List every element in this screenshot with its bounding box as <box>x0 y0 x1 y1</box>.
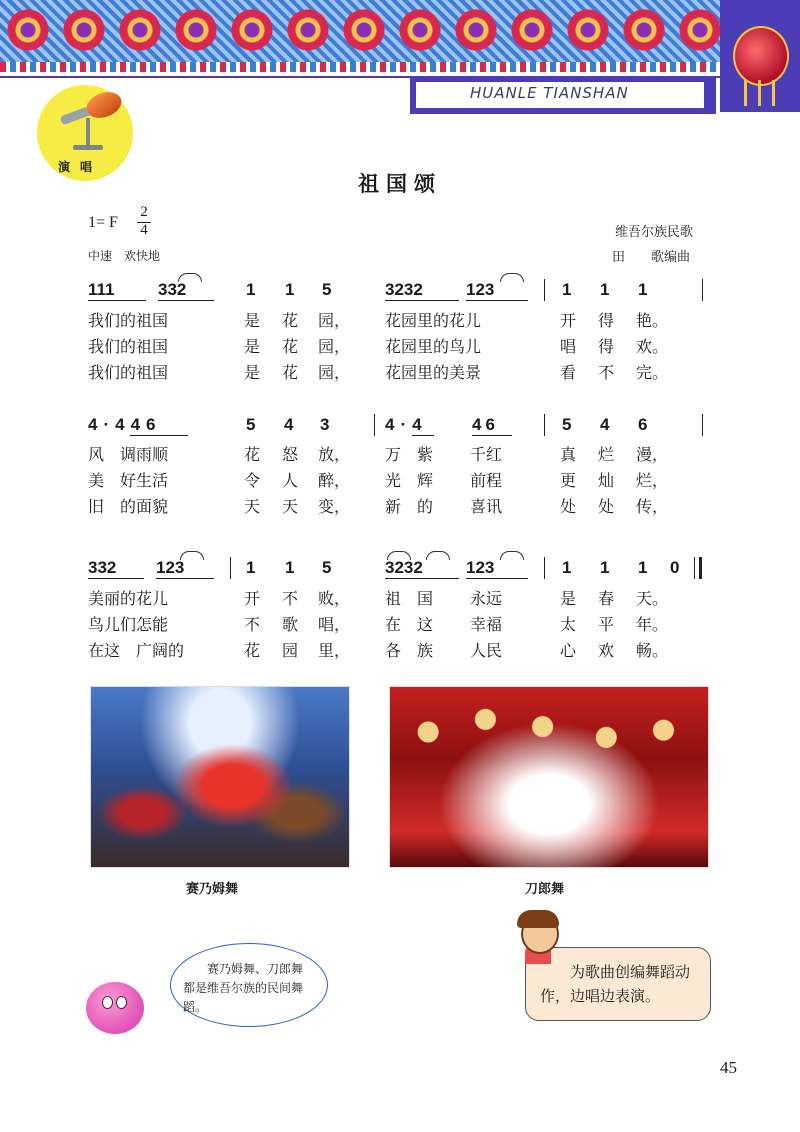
lyric: 喜讯 <box>470 497 503 516</box>
note-group: 5 <box>322 558 332 577</box>
lyric: 在 这 <box>385 615 434 634</box>
ornament-icon <box>733 26 789 86</box>
lyric: 花园里的花儿 <box>385 311 482 330</box>
beam-line <box>88 300 146 301</box>
beam-line <box>88 578 144 579</box>
lyric: 我们的祖国 <box>88 311 169 330</box>
note-group: 3 <box>320 415 330 434</box>
page-number: 45 <box>720 1058 737 1077</box>
lyric: 不 <box>282 589 299 608</box>
banner-border <box>0 62 720 72</box>
lyric: 千红 <box>470 445 503 464</box>
lyric: 漫， <box>636 445 669 464</box>
lyric: 更 <box>560 471 577 490</box>
lyric: 太 <box>560 615 577 634</box>
photo-caption: 刀郎舞 <box>525 882 565 897</box>
bar-line <box>544 557 545 579</box>
lyric: 年。 <box>636 615 669 634</box>
bar-line <box>544 279 545 301</box>
lyric: 花园里的鸟儿 <box>385 337 482 356</box>
microphone-icon <box>86 118 90 146</box>
tie-mark <box>500 273 524 282</box>
tie-mark <box>180 551 204 560</box>
lyric: 花 <box>282 337 299 356</box>
note-group: 5 <box>246 415 256 434</box>
note-group: 111 <box>88 280 115 299</box>
lyric: 天 <box>282 497 299 516</box>
tempo-marking: 中速 欢快地 <box>88 249 161 263</box>
photo-caption: 赛乃姆舞 <box>186 882 239 897</box>
note-group: 1 <box>638 280 648 299</box>
beam-line <box>385 300 459 301</box>
lyric: 光 辉 <box>385 471 434 490</box>
lyric: 得 <box>598 311 615 330</box>
lyric: 完。 <box>636 363 669 382</box>
bar-line <box>230 557 231 579</box>
beam-line <box>472 435 512 436</box>
bar-line <box>702 414 703 436</box>
lyric: 万 紫 <box>385 445 434 464</box>
badge-label: 演唱 <box>58 160 103 174</box>
tie-mark <box>500 551 524 560</box>
lyric: 新 的 <box>385 497 434 516</box>
note-group: 332 <box>88 558 117 577</box>
lyric: 人 <box>282 471 299 490</box>
lyric: 败， <box>318 589 351 608</box>
beam-line <box>156 578 214 579</box>
lyric: 烂 <box>598 445 615 464</box>
lyric: 歌 <box>282 615 299 634</box>
note-group: 1 <box>285 558 295 577</box>
key-signature: 1= F <box>88 214 118 231</box>
note-group: 1 <box>246 280 256 299</box>
lyric: 不 <box>598 363 615 382</box>
beam-line <box>385 578 459 579</box>
lyric: 醉， <box>318 471 351 490</box>
beam-line <box>466 300 528 301</box>
lyric: 烂， <box>636 471 669 490</box>
lyric: 我们的祖国 <box>88 363 169 382</box>
note-group: 123 <box>466 280 495 299</box>
lyric: 风 调雨顺 <box>88 445 169 464</box>
mascot-eye <box>102 996 113 1009</box>
lyric: 园 <box>282 641 299 660</box>
tassel-icon <box>744 80 747 106</box>
lyric: 畅。 <box>636 641 669 660</box>
lyric: 心 <box>560 641 577 660</box>
lyric: 是 <box>560 589 577 608</box>
time-signature-top: 2 <box>140 204 148 220</box>
lyric: 花 <box>282 363 299 382</box>
note-group: 46 <box>472 415 499 434</box>
note-group: 5 <box>322 280 332 299</box>
lyric: 看 <box>560 363 577 382</box>
time-signature-bottom: 4 <box>140 222 148 238</box>
lyric: 怒 <box>282 445 299 464</box>
lyric: 不 <box>244 615 261 634</box>
lyric: 永远 <box>470 589 503 608</box>
activity-text: 为歌曲创编舞蹈动作，边唱边表演。 <box>540 963 691 1005</box>
bar-line <box>374 414 375 436</box>
lyric: 前程 <box>470 471 503 490</box>
lyric: 园， <box>318 363 351 382</box>
note-group: 123 <box>466 558 495 577</box>
song-title: 祖国颂 <box>358 171 442 196</box>
lyric: 花 <box>244 445 261 464</box>
lyric: 开 <box>244 589 261 608</box>
tassel-icon <box>758 80 761 106</box>
song-arranger: 田 歌编曲 <box>612 250 691 265</box>
lyric: 欢。 <box>636 337 669 356</box>
lyric: 美丽的花儿 <box>88 589 169 608</box>
lyric: 得 <box>598 337 615 356</box>
dance-photo-dolan <box>389 686 709 868</box>
pink-mascot-icon <box>86 982 144 1034</box>
lyric: 人民 <box>470 641 503 660</box>
lyric: 花 <box>244 641 261 660</box>
beam-line <box>130 435 188 436</box>
lyric: 开 <box>560 311 577 330</box>
header-title: HUANLE TIANSHAN <box>470 84 629 102</box>
note-group: 4 <box>284 415 294 434</box>
lyric: 幸福 <box>470 615 503 634</box>
mascot-eye <box>116 996 127 1009</box>
note-group: 123 <box>156 558 185 577</box>
lyric: 变， <box>318 497 351 516</box>
lyric: 欢 <box>598 641 615 660</box>
note-group: 4·4 <box>385 415 428 434</box>
lyric: 是 <box>244 337 261 356</box>
lyric: 天 <box>244 497 261 516</box>
lyric: 各 族 <box>385 641 434 660</box>
microphone-base <box>73 145 103 150</box>
bar-line <box>702 279 703 301</box>
lyric: 花 <box>282 311 299 330</box>
lyric: 放， <box>318 445 351 464</box>
note-group: 4 <box>600 415 610 434</box>
lyric: 处 <box>598 497 615 516</box>
lyric: 唱 <box>560 337 577 356</box>
lyric: 艳。 <box>636 311 669 330</box>
tie-mark <box>426 551 450 560</box>
final-barline <box>694 557 702 579</box>
beam-line <box>412 435 434 436</box>
lyric: 真 <box>560 445 577 464</box>
note-group: 0 <box>670 558 680 577</box>
note-group: 1 <box>562 558 572 577</box>
lyric: 花园里的美景 <box>385 363 482 382</box>
lyric: 在这 广阔的 <box>88 641 185 660</box>
lyric: 是 <box>244 311 261 330</box>
tassel-icon <box>772 80 775 106</box>
lyric: 园， <box>318 311 351 330</box>
note-group: 332 <box>158 280 187 299</box>
song-source: 维吾尔族民歌 <box>615 225 694 240</box>
embroidery-banner <box>0 0 720 62</box>
speech-bubble-text: 赛乃姆舞、刀郎舞都是维吾尔族的民间舞蹈。 <box>183 962 304 1014</box>
lyric: 旧 的面貌 <box>88 497 169 516</box>
dance-photo-sanam <box>90 686 350 868</box>
tie-mark <box>387 551 411 560</box>
beam-line <box>158 300 214 301</box>
note-group: 1 <box>638 558 648 577</box>
note-group: 1 <box>600 280 610 299</box>
note-group: 1 <box>285 280 295 299</box>
lyric: 令 <box>244 471 261 490</box>
lyric: 鸟儿们怎能 <box>88 615 169 634</box>
beam-line <box>466 578 528 579</box>
lyric: 里， <box>318 641 351 660</box>
bar-line <box>544 414 545 436</box>
note-group: 6 <box>638 415 648 434</box>
lyric: 平 <box>598 615 615 634</box>
lyric: 我们的祖国 <box>88 337 169 356</box>
lyric: 是 <box>244 363 261 382</box>
note-group: 4·446 <box>88 415 162 434</box>
note-group: 1 <box>600 558 610 577</box>
lyric: 天。 <box>636 589 669 608</box>
lyric: 处 <box>560 497 577 516</box>
lyric: 美 好生活 <box>88 471 169 490</box>
lyric: 灿 <box>598 471 615 490</box>
lyric: 唱， <box>318 615 351 634</box>
note-group: 3232 <box>385 280 423 299</box>
girl-hair <box>517 910 559 928</box>
note-group: 5 <box>562 415 572 434</box>
note-group: 1 <box>246 558 256 577</box>
note-group: 3232 <box>385 558 423 577</box>
lyric: 园， <box>318 337 351 356</box>
lyric: 祖 国 <box>385 589 434 608</box>
tie-mark <box>178 273 202 282</box>
note-group: 1 <box>562 280 572 299</box>
lyric: 春 <box>598 589 615 608</box>
lyric: 传， <box>636 497 669 516</box>
